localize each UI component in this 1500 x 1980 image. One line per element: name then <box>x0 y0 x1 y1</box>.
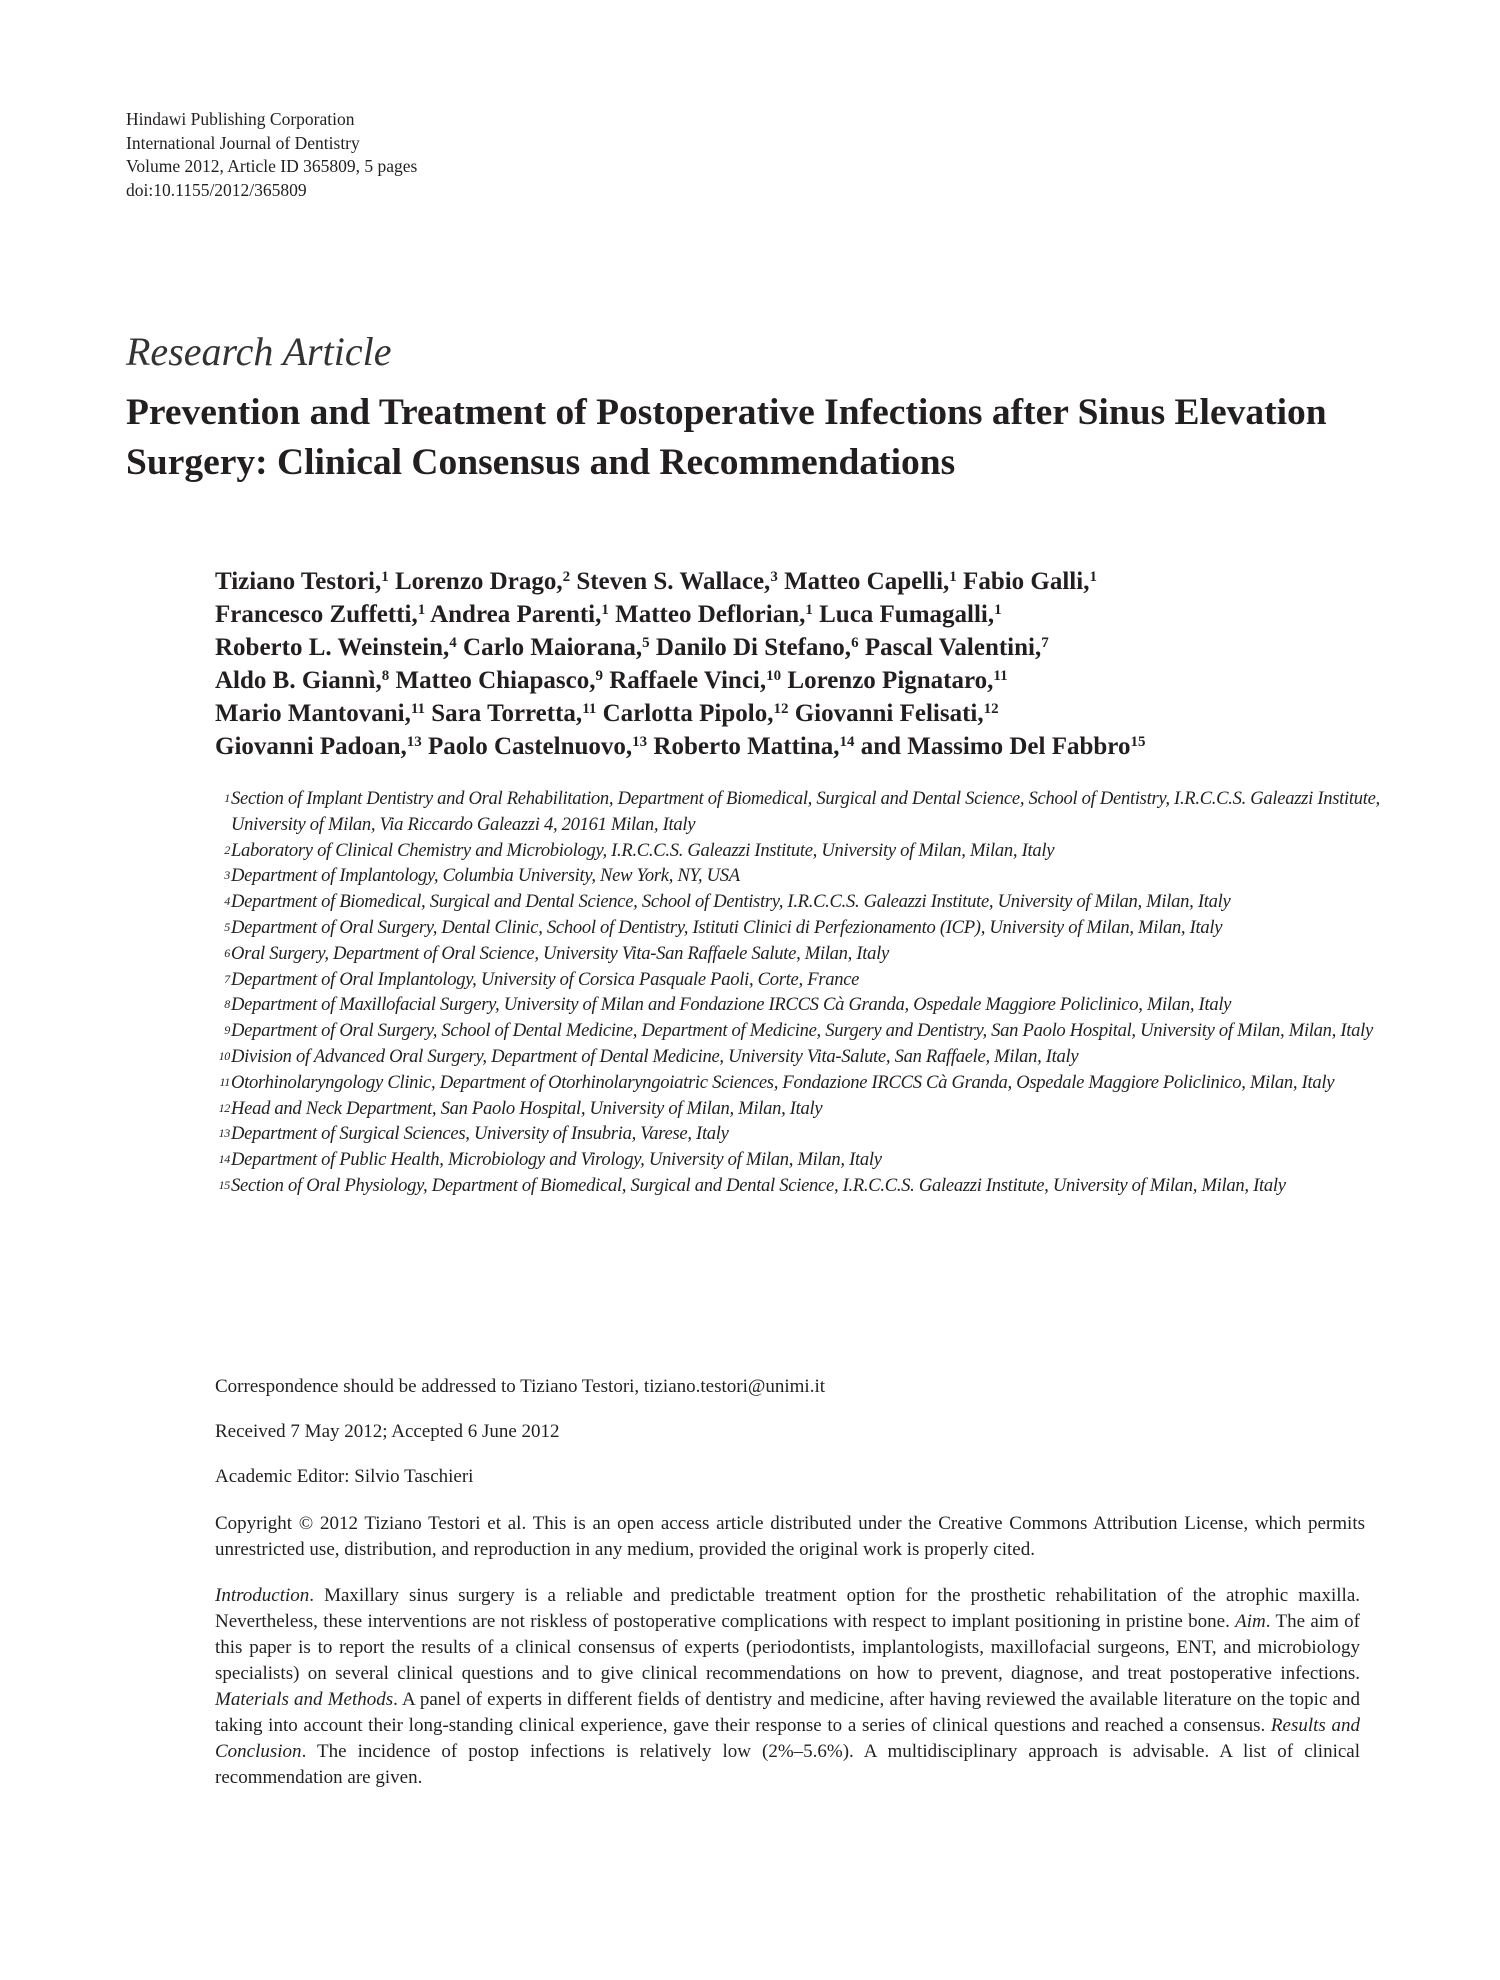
author-affiliation-mark: 5 <box>642 635 650 651</box>
affiliation-number: 11 <box>219 1074 230 1089</box>
affiliation <box>215 992 1385 1018</box>
journal-header <box>126 108 417 202</box>
copyright-notice: Copyright © 2012 Tiziano Testori et al. This is an open access article distributed under the Creative Commons Attribution License, which permits unrestricted use, distribution, and reproduction in any medium, provided the original work is properly cited. <box>215 1513 1365 1560</box>
author-name: Matteo Deflorian, <box>615 601 806 628</box>
author-affiliation-mark: 7 <box>1041 635 1049 651</box>
author <box>431 700 596 727</box>
author-affiliation-mark: 10 <box>766 668 782 684</box>
author <box>215 700 425 727</box>
author <box>795 700 999 727</box>
author-affiliation-mark: 13 <box>406 734 422 750</box>
affiliation-number: 5 <box>224 919 230 934</box>
doi: doi:10.1155/2012/365809 <box>126 179 307 200</box>
affiliation-text: Laboratory of Clinical Chemistry and Microbiology, I.R.C.C.S. Galeazzi Institute, University of Milan, Milan, Italy <box>231 839 1055 861</box>
author <box>615 601 813 628</box>
affiliation <box>215 1147 1385 1173</box>
affiliation-text: Department of Public Health, Microbiology and Virology, University of Milan, Milan, Italy <box>231 1149 882 1171</box>
author <box>819 601 1002 628</box>
author-affiliation-mark: 1 <box>601 602 609 618</box>
publisher: Hindawi Publishing Corporation <box>126 109 355 129</box>
affiliation-number: 6 <box>224 945 230 960</box>
affiliation-number: 4 <box>224 894 230 909</box>
author <box>430 601 609 628</box>
affiliation-list <box>215 786 1385 1199</box>
affiliation-number: 2 <box>224 842 230 857</box>
affiliation-text: Department of Surgical Sciences, University of Insubria, Varese, Italy <box>231 1123 729 1145</box>
author <box>865 634 1049 661</box>
affiliation-number: 12 <box>218 1100 230 1115</box>
affiliation-text: Department of Oral Surgery, Dental Clinic, School of Dentistry, Istituti Clinici di Perfezionamento (ICP), University of Milan, Milan, Italy <box>231 916 1223 938</box>
affiliation-number: 1 <box>224 791 230 805</box>
author-affiliation-mark: 12 <box>983 701 999 717</box>
author-name: Francesco Zuffetti, <box>215 601 418 628</box>
author-affiliation-mark: 11 <box>993 668 1008 684</box>
affiliation-text: Department of Oral Surgery, School of Dental Medicine, Department of Medicine, Surgery and Dentistry, San Paolo Hospital, University of Milan, Milan, Italy <box>231 1020 1373 1042</box>
author-affiliation-mark: 11 <box>582 701 597 717</box>
author <box>609 667 781 694</box>
author-affiliation-mark: 1 <box>1089 569 1097 585</box>
abstract-text: . A panel of experts in different fields of dentistry and medicine, after having reviewed the available literature on the topic and taking into account their long-standing clinical experience, gave their response to a series of clinical questions and reached a consensus. <box>215 1689 1360 1736</box>
author-affiliation-mark: 12 <box>773 701 789 717</box>
author <box>215 667 389 694</box>
author-affiliation-mark: 1 <box>381 569 389 585</box>
affiliation <box>215 889 1385 915</box>
author-name: Raffaele Vinci, <box>609 667 767 694</box>
affiliation-text: Oral Surgery, Department of Oral Science, University Vita-San Raffaele Salute, Milan, Italy <box>231 942 889 964</box>
abstract-text: . The incidence of postop infections is relatively low (2%–5.6%). A multidisciplinary approach is advisable. A list of clinical recommendation are given. <box>215 1741 1360 1788</box>
author-name: Steven S. Wallace, <box>576 568 771 595</box>
abstract-section-heading: Aim <box>1235 1611 1266 1632</box>
author-name: Giovanni Padoan, <box>215 733 407 760</box>
author-affiliation-mark: 2 <box>562 569 571 585</box>
affiliation <box>215 838 1385 864</box>
author-affiliation-mark: 3 <box>770 569 778 585</box>
author-name: Luca Fumagalli, <box>819 601 995 628</box>
author-affiliation-mark: 13 <box>632 734 648 750</box>
author-name: and Massimo Del Fabbro <box>860 733 1131 760</box>
author-affiliation-mark: 11 <box>410 701 426 717</box>
author-name: Tiziano Testori, <box>215 568 382 595</box>
abstract <box>215 1583 1360 1791</box>
affiliation-text: Department of Implantology, Columbia University, New York, NY, USA <box>231 865 740 887</box>
abstract-section-heading: Materials and Methods <box>215 1689 394 1710</box>
paper-title: Prevention and Treatment of Postoperative Infections after Sinus Elevation Surgery: Clinical Consensus and Recommendations <box>126 392 1327 483</box>
author-affiliation-mark: 4 <box>449 635 457 651</box>
received-dates: Received 7 May 2012; Accepted 6 June 2012 <box>215 1421 560 1442</box>
author-affiliation-mark: 1 <box>949 569 957 585</box>
author <box>463 634 650 661</box>
author <box>963 568 1097 595</box>
volume-info: Volume 2012, Article ID 365809, 5 pages <box>126 156 418 176</box>
author <box>395 568 570 595</box>
author-name: Mario Mantovani, <box>215 700 411 727</box>
author-affiliation-mark: 1 <box>805 602 813 618</box>
author-name: Sara Torretta, <box>431 700 583 727</box>
author-affiliation-mark: 14 <box>839 734 855 750</box>
author-name: Giovanni Felisati, <box>794 700 984 727</box>
article-type: Research Article <box>126 329 392 374</box>
author-affiliation-mark: 15 <box>1130 734 1146 750</box>
author-list <box>215 565 1365 763</box>
affiliation-text: Department of Maxillofacial Surgery, University of Milan and Fondazione IRCCS Cà Granda, Ospedale Maggiore Policlinico, Milan, Italy <box>231 994 1232 1016</box>
affiliation <box>215 967 1385 993</box>
affiliation <box>215 1173 1385 1199</box>
author-name: Andrea Parenti, <box>430 601 602 628</box>
abstract-text: . Maxillary sinus surgery is a reliable and predictable treatment option for the prosthetic rehabilitation of the atrophic maxilla. Nevertheless, these interventions are not riskless of postoperative complications with respect to implant positioning in pristine bone. <box>215 1585 1360 1632</box>
academic-editor: Academic Editor: Silvio Taschieri <box>215 1466 474 1487</box>
journal-name: International Journal of Dentistry <box>126 132 360 153</box>
affiliation <box>215 1018 1385 1044</box>
author <box>576 568 777 595</box>
author <box>787 667 1007 694</box>
affiliation-text: Department of Biomedical, Surgical and Dental Science, School of Dentistry, I.R.C.C.S. Galeazzi Institute, University of Milan, Milan, Italy <box>231 891 1231 913</box>
affiliation-number: 9 <box>224 1023 230 1038</box>
affiliation-number: 8 <box>224 997 230 1012</box>
author-name: Lorenzo Pignataro, <box>787 667 994 694</box>
author-name: Fabio Galli, <box>963 568 1090 595</box>
affiliation <box>215 863 1385 889</box>
author <box>603 700 789 727</box>
author-affiliation-mark: 1 <box>417 602 426 618</box>
affiliation <box>215 915 1385 941</box>
author-name: Roberto Mattina, <box>653 733 840 760</box>
affiliation <box>215 1096 1385 1122</box>
affiliation-text: Section of Implant Dentistry and Oral Rehabilitation, Department of Biomedical, Surgical and Dental Science, School of Dentistry, I.R.C.C.S. Galeazzi Institute, University of Milan, Via Riccardo Galeazzi 4, 20161 Milan, Italy <box>231 788 1380 835</box>
author <box>428 733 647 760</box>
affiliation-number: 3 <box>224 868 230 883</box>
author-affiliation-mark: 1 <box>994 602 1002 618</box>
author <box>656 634 859 661</box>
affiliation-number: 13 <box>218 1126 230 1141</box>
author <box>653 733 854 760</box>
author-name: Pascal Valentini, <box>864 634 1042 661</box>
author <box>861 733 1146 760</box>
affiliation-text: Department of Oral Implantology, University of Corsica Pasquale Paoli, Corte, France <box>231 968 860 990</box>
affiliation-number: 10 <box>218 1048 230 1063</box>
author <box>215 634 457 661</box>
author <box>395 667 602 694</box>
affiliation-number: 7 <box>224 971 230 986</box>
author <box>215 733 422 760</box>
affiliation <box>215 786 1385 838</box>
author <box>215 568 389 595</box>
abstract-section-heading: Introduction <box>215 1585 310 1606</box>
author-name: Aldo B. Giannì, <box>215 667 382 694</box>
affiliation-text: Otorhinolaryngology Clinic, Department of Otorhinolaryngoiatric Sciences, Fondazione IRCCS Cà Granda, Ospedale Maggiore Policlinico, Milan, Italy <box>231 1071 1335 1093</box>
author-affiliation-mark: 9 <box>595 668 603 684</box>
author-name: Carlo Maiorana, <box>463 634 643 661</box>
affiliation <box>215 941 1385 967</box>
author <box>215 601 425 628</box>
author-name: Matteo Capelli, <box>784 568 950 595</box>
author-name: Roberto L. Weinstein, <box>215 634 450 661</box>
correspondence: Correspondence should be addressed to Tiziano Testori, tiziano.testori@unimi.it <box>215 1376 826 1397</box>
affiliation-number: 14 <box>218 1152 230 1167</box>
author-name: Matteo Chiapasco, <box>395 667 596 694</box>
abstract-text: . The aim of this paper is to report the results of a clinical consensus of experts (periodontists, implantologists, maxillofacial surgeons, ENT, and microbiology specialists) on several clinical questions and to give clinical recommendations on how to prevent, diagnose, and treat postoperative infections. <box>215 1611 1361 1684</box>
affiliation-text: Head and Neck Department, San Paolo Hospital, University of Milan, Milan, Italy <box>231 1097 823 1119</box>
author <box>784 568 957 595</box>
author-affiliation-mark: 8 <box>381 668 390 684</box>
affiliation-text: Division of Advanced Oral Surgery, Department of Dental Medicine, University Vita-Salute, San Raffaele, Milan, Italy <box>231 1045 1079 1067</box>
author-name: Paolo Castelnuovo, <box>427 733 633 760</box>
author-name: Carlotta Pipolo, <box>602 700 774 727</box>
author-affiliation-mark: 6 <box>851 635 859 651</box>
affiliation <box>215 1044 1385 1070</box>
affiliation <box>215 1070 1385 1096</box>
affiliation <box>215 1121 1385 1147</box>
affiliation-number: 15 <box>218 1177 230 1192</box>
abstract-section-heading: Results and Conclusion <box>215 1715 1360 1762</box>
author-name: Danilo Di Stefano, <box>655 634 852 661</box>
author-name: Lorenzo Drago, <box>395 568 563 595</box>
affiliation-text: Section of Oral Physiology, Department of Biomedical, Surgical and Dental Science, I.R.C.C.S. Galeazzi Institute, University of Milan, Milan, Italy <box>231 1174 1286 1196</box>
